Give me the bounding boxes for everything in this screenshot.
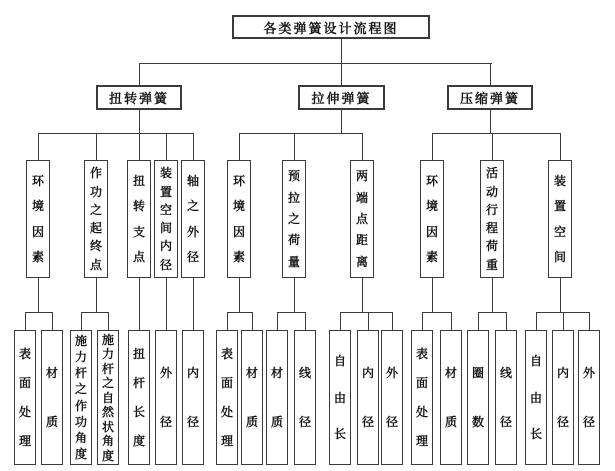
flow-node-char: 施	[74, 334, 87, 349]
flow-node-char: 之	[74, 382, 87, 397]
flow-node-char: 然	[101, 405, 114, 419]
flow-node-char: 空	[159, 202, 172, 217]
connector-line	[277, 312, 306, 313]
flow-node-c1a	[411, 330, 433, 465]
connector-line	[490, 63, 491, 85]
flow-node-t1	[26, 160, 50, 278]
connector-line	[52, 312, 53, 330]
flow-node-char: 动	[485, 184, 498, 199]
flow-node-char: 点	[132, 250, 145, 265]
connector-line	[422, 312, 452, 313]
flow-node-c3a	[525, 330, 547, 465]
flow-node-char: 长	[333, 426, 346, 441]
flow-node-char: 内	[361, 366, 374, 381]
flow-node-char: 面	[415, 376, 428, 390]
flow-node-char: 线	[298, 366, 311, 381]
connector-line	[227, 312, 228, 330]
flow-node-char: 端	[355, 190, 368, 205]
flow-node-char: 素	[31, 250, 44, 265]
connector-line	[341, 110, 342, 133]
connector-line	[589, 312, 590, 330]
flow-node-char: 自	[529, 354, 542, 369]
flow-node-char: 径	[556, 414, 569, 429]
flow-node-c1	[420, 160, 444, 278]
flow-node-char: 装	[553, 173, 566, 188]
connector-line	[490, 110, 491, 133]
connector-line	[432, 133, 561, 134]
flow-node-char: 质	[270, 414, 283, 429]
flow-node-char: 终	[89, 239, 102, 254]
flow-node-char: 材	[270, 366, 283, 381]
flow-node-char: 处	[415, 405, 428, 419]
connector-line	[492, 133, 493, 160]
flow-node-t4	[154, 160, 178, 278]
flow-node-char: 自	[101, 390, 114, 405]
connector-line	[432, 133, 433, 160]
flow-node-char: 表	[415, 347, 428, 361]
connector-line	[227, 312, 253, 313]
connector-line	[166, 133, 167, 160]
flow-node-c2a	[467, 330, 489, 465]
flow-node-char: 内	[556, 366, 569, 381]
flow-node-char: 转	[132, 199, 145, 214]
flow-node-char: 外	[385, 366, 398, 381]
flow-node-t2b	[97, 330, 119, 465]
flow-node-char: 空	[553, 224, 566, 239]
flow-node-char: 质	[245, 414, 258, 429]
flow-node-char: 之	[287, 211, 300, 226]
flow-node-char: 由	[529, 390, 542, 405]
connector-line	[81, 312, 82, 330]
flow-node-e1b	[241, 330, 263, 465]
connector-line	[277, 312, 278, 330]
flow-node-char: 角	[74, 430, 87, 445]
connector-line	[96, 133, 97, 160]
connector-line	[294, 133, 295, 160]
flow-node-char: 功	[89, 184, 102, 199]
flow-node-char: 由	[333, 390, 346, 405]
connector-line	[340, 312, 341, 330]
flow-node-char: 径	[361, 414, 374, 429]
flow-node-char: 重	[485, 257, 498, 272]
flow-node-char: 距	[355, 233, 368, 248]
flow-node-char: 环	[425, 173, 438, 188]
connector-line	[25, 312, 26, 330]
flow-node-char: 径	[582, 414, 595, 429]
flow-node-char: 力	[101, 347, 114, 361]
connector-line	[38, 133, 194, 134]
flow-node-char: 置	[159, 184, 172, 199]
flow-node-char: 理	[415, 434, 428, 448]
connector-line	[96, 278, 97, 312]
flow-node-t3	[127, 160, 151, 278]
flow-node-char: 轴	[186, 173, 199, 188]
flow-node-char: 自	[333, 354, 346, 369]
flow-node-char: 点	[89, 257, 102, 272]
connector-line	[478, 312, 507, 313]
flow-node-t1b	[41, 330, 63, 465]
flow-node-char: 表	[220, 347, 233, 361]
flow-node-e3	[350, 160, 374, 278]
flow-node-char: 内	[186, 366, 199, 381]
connector-line	[560, 278, 561, 312]
connector-line	[362, 278, 363, 312]
flow-node-char: 材	[45, 366, 58, 381]
flow-node-char: 角	[101, 434, 114, 448]
flow-node-e3b	[357, 330, 379, 465]
flow-node-c1b	[440, 330, 462, 465]
flow-node-c2	[480, 160, 504, 278]
connector-line	[38, 133, 39, 160]
connector-line	[139, 63, 492, 64]
flow-node-char: 扭	[132, 173, 145, 188]
connector-line	[432, 278, 433, 312]
flow-node-char: 施	[101, 332, 114, 347]
flow-node-t2a	[70, 330, 92, 465]
flow-node-char: 长	[529, 426, 542, 441]
flow-node-char: 杆	[132, 376, 145, 390]
flow-node-char: 扭	[132, 347, 145, 361]
connector-line	[478, 312, 479, 330]
flow-node-char: 处	[220, 405, 233, 419]
flow-node-e3a	[329, 330, 351, 465]
flow-node-char: 境	[31, 199, 44, 214]
flow-node-e2a	[266, 330, 288, 465]
flow-node-char: 环	[232, 173, 245, 188]
connector-line	[368, 312, 369, 330]
flow-node-char: 质	[45, 414, 58, 429]
flow-node-char: 外	[186, 224, 199, 239]
flow-node-t2	[84, 160, 108, 278]
flow-node-t5	[181, 160, 205, 278]
connector-line	[341, 63, 342, 85]
connector-line	[108, 312, 109, 330]
flow-node-char: 外	[582, 366, 595, 381]
connector-line	[506, 312, 507, 330]
flow-node-char: 径	[385, 414, 398, 429]
flow-node-char: 度	[101, 448, 114, 463]
flow-node-char: 面	[220, 376, 233, 390]
flow-node-char: 质	[444, 414, 457, 429]
connector-line	[536, 312, 537, 330]
connector-line	[193, 133, 194, 160]
connector-line	[193, 278, 194, 330]
flow-node-char: 拉	[287, 190, 300, 205]
flow-node-char: 预	[287, 169, 300, 184]
flow-node-char: 之	[101, 376, 114, 390]
connector-line	[294, 278, 295, 312]
connector-line	[422, 312, 423, 330]
flow-node-char: 两	[355, 169, 368, 184]
flow-node-char: 数	[471, 414, 484, 429]
flow-node-char: 间	[159, 221, 172, 236]
connector-line	[239, 278, 240, 312]
connector-line	[362, 133, 363, 160]
flow-node-char: 点	[355, 211, 368, 226]
flow-node-char: 径	[499, 414, 512, 429]
connector-line	[139, 278, 140, 330]
flow-node-char: 素	[425, 250, 438, 265]
flow-node-torsion-spring: 扭转弹簧	[96, 85, 182, 110]
flow-node-char: 圈	[471, 366, 484, 381]
connector-line	[305, 312, 306, 330]
flow-node-e2	[282, 160, 306, 278]
flow-node-char: 荷	[485, 239, 498, 254]
flow-node-char: 径	[186, 414, 199, 429]
connector-line	[492, 278, 493, 312]
flow-node-char: 间	[553, 250, 566, 265]
flow-node-char: 起	[89, 221, 102, 236]
connector-line	[560, 133, 561, 160]
flow-node-char: 境	[425, 199, 438, 214]
connector-line	[239, 133, 240, 160]
flow-node-char: 径	[159, 414, 172, 429]
flow-node-char: 长	[132, 405, 145, 419]
flow-node-char: 活	[485, 166, 498, 181]
flow-node-char: 力	[74, 350, 87, 365]
connector-line	[166, 278, 167, 330]
flow-node-char: 因	[232, 224, 245, 239]
flow-node-e3c	[381, 330, 403, 465]
flow-node-char: 程	[485, 221, 498, 236]
flow-node-char: 作	[74, 398, 87, 413]
flow-node-char: 杆	[74, 366, 87, 381]
connector-line	[563, 312, 564, 330]
flow-node-char: 作	[89, 166, 102, 181]
connector-line	[139, 63, 140, 85]
flow-node-char: 装	[159, 166, 172, 181]
connector-line	[252, 312, 253, 330]
connector-line	[38, 278, 39, 312]
flow-node-char: 量	[287, 254, 300, 269]
flow-node-root: 各类弹簧设计流程图	[232, 15, 430, 39]
flow-node-t1a	[14, 330, 36, 465]
flow-node-char: 离	[355, 254, 368, 269]
flow-node-compression-spring: 压缩弹簧	[447, 85, 533, 110]
flow-node-char: 材	[245, 366, 258, 381]
flow-node-e2b	[294, 330, 316, 465]
flow-node-char: 境	[232, 199, 245, 214]
flow-node-c3c	[578, 330, 600, 465]
flow-node-char: 径	[159, 257, 172, 272]
connector-line	[451, 312, 452, 330]
flow-node-char: 表	[18, 347, 31, 361]
flow-node-char: 杆	[101, 361, 114, 376]
flow-node-char: 之	[186, 199, 199, 214]
flow-node-char: 度	[74, 446, 87, 461]
connector-line	[392, 312, 393, 330]
connector-line	[25, 312, 53, 313]
flow-node-t4a	[155, 330, 177, 465]
flow-node-char: 材	[444, 366, 457, 381]
flow-node-char: 因	[425, 224, 438, 239]
flow-node-char: 处	[18, 405, 31, 419]
flow-node-c2b	[495, 330, 517, 465]
flow-node-char: 支	[132, 224, 145, 239]
flow-node-char: 因	[31, 224, 44, 239]
flow-node-e1	[227, 160, 251, 278]
flow-node-e1a	[216, 330, 238, 465]
flow-node-char: 荷	[287, 233, 300, 248]
flow-node-char: 面	[18, 376, 31, 390]
flow-node-t3a	[128, 330, 150, 465]
flow-node-c3b	[552, 330, 574, 465]
connector-line	[139, 110, 140, 133]
flow-node-t5a	[182, 330, 204, 465]
flow-node-char: 外	[159, 366, 172, 381]
flow-node-char: 功	[74, 414, 87, 429]
flow-node-extension-spring: 拉伸弹簧	[298, 85, 385, 110]
flow-node-char: 行	[485, 202, 498, 217]
flow-node-char: 内	[159, 239, 172, 254]
connector-line	[340, 312, 393, 313]
flow-node-char: 度	[132, 434, 145, 448]
flow-node-char: 置	[553, 199, 566, 214]
flow-node-char: 之	[89, 202, 102, 217]
flow-node-char: 径	[298, 414, 311, 429]
connector-line	[341, 39, 342, 64]
flow-node-char: 素	[232, 250, 245, 265]
flow-node-c3	[548, 160, 572, 278]
flow-node-char: 理	[220, 434, 233, 448]
flow-node-char: 径	[186, 250, 199, 265]
flow-node-char: 环	[31, 173, 44, 188]
connector-line	[139, 133, 140, 160]
flow-node-char: 状	[101, 419, 114, 434]
connector-line	[81, 312, 109, 313]
flow-node-char: 理	[18, 434, 31, 448]
flow-node-char: 线	[499, 366, 512, 381]
connector-line	[239, 133, 363, 134]
